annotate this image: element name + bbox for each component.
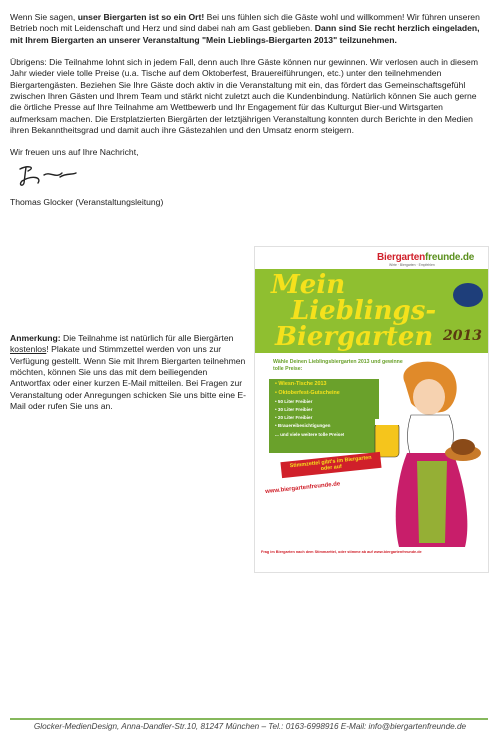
- letter-body: [10, 12, 488, 208]
- prize-item: • 20 Liter Freibier: [275, 415, 313, 421]
- poster-year: 2013: [443, 328, 482, 344]
- prize-item: • Oktoberfest-Gutscheine: [275, 390, 340, 397]
- poster-logo-sub: Wirte · Biergarten · Empfehlen: [389, 263, 435, 267]
- waitress-illustration: [365, 353, 483, 549]
- event-poster: [254, 246, 489, 573]
- details-paragraph: Übrigens: Die Teilnahme lohnt sich in jedem Fall, denn auch Ihre Gäste können nur gewinnen. Wir verlosen auch in diesem Jahr wieder viele tolle Preise (u.a. Tische auf dem Oktoberfest, Brauereiführungen, etc.) unter den teilnehmenden Biergartengästen. Beziehen Sie Ihre Gäste doch aktiv in die Veranstaltung mit ein, das fördert das Gemeinschaftsgefühl zwischen Ihren Gästen und Ihrem Team und stärkt nicht zuletzt auch die Kundenbindung. Natürlich können Sie auch gerne die örtliche Presse auf Ihre Teilnahme am Wettbewerb und Ihr Engagement für das Kulturgut Bier-und Wirtsgarten aufmerksam machen. Die Erstplatzierten Biergärten der letztjährigen Veranstaltung konnten durch Berichte in den Medien ihren Bekanntheitsgrad und damit auch ihre Gästezahlen und den Umsatz enorm steigern.: [10, 57, 478, 136]
- closing-line: Wir freuen uns auf Ihre Nachricht,: [10, 147, 139, 158]
- poster-logo: Biergartenfreunde.de: [377, 252, 475, 263]
- prize-item: • Brauereibesichtigungen: [275, 423, 331, 429]
- handwritten-signature: [14, 161, 84, 191]
- prize-list: [269, 379, 379, 453]
- poster-footline: Frag im Biergarten nach dem Stimmzettel, oder stimme ab auf www.biergartenfreunde.de: [261, 550, 422, 554]
- award-badge-icon: [453, 283, 483, 307]
- ballot-banner: Stimmzettel gibt's im Biergarten oder auf: [280, 452, 381, 479]
- poster-title-line-3: Biergarten: [275, 322, 434, 352]
- prize-item: ... und viele weitere tolle Preise!: [275, 431, 345, 437]
- prize-item: • Wiesn-Tische 2013: [275, 381, 327, 387]
- footer-contact: Glocker-MedienDesign, Anna-Dandler-Str.10, 81247 München – Tel.: 0163-6998916 E-Mail: info@biergartenfreunde.de: [33, 722, 467, 731]
- intro-paragraph: Wenn Sie sagen, unser Biergarten ist so ein Ort! Bei uns fühlen sich die Gäste wohl und willkommen! Wir führen unseren Betrieb noch mit Leidenschaft und Herz und sind dabei nah am Gast geblieben. Dann sind Sie recht herzlich eingeladen, mit Ihrem Biergarten an unserer Veranstaltung "Mein Lieblings-Biergarten 2013" teilzunehmen.: [10, 12, 480, 45]
- prize-item: • 50 Liter Freibier: [275, 399, 313, 405]
- footer-divider: [10, 718, 488, 720]
- signer-name: Thomas Glocker (Veranstaltungsleitung): [10, 196, 164, 207]
- poster-title-line-2: Lieblings-: [291, 296, 437, 326]
- poster-title-line-1: Mein: [271, 270, 346, 300]
- free-highlight: kostenlos: [10, 344, 47, 355]
- poster-url: www.biergartenfreunde.de: [264, 481, 341, 496]
- prize-item: • 30 Liter Freibier: [275, 407, 313, 413]
- note-label: Anmerkung:: [10, 333, 61, 343]
- note-block: Anmerkung: Die Teilnahme ist natürlich für alle Biergärten kostenlos! Plakate und Stimmzettel werden von uns zur Verfügung gestellt. Wenn Sie mit Ihrem Biergarten teilnehmen möchten, können Sie uns das mit dem beiliegenden Antwortfax oder einer kurzen E-Mail mitteilen. Bei Fragen zur Veranstaltung oder Anregungen schicken Sie uns bitte eine E-Mail oder rufen Sie uns an.: [10, 333, 247, 412]
- signature-block: [10, 147, 488, 208]
- poster-subtitle: Wähle Deinen Lieblingsbiergarten 2013 und gewinne tolle Preise:: [273, 359, 403, 372]
